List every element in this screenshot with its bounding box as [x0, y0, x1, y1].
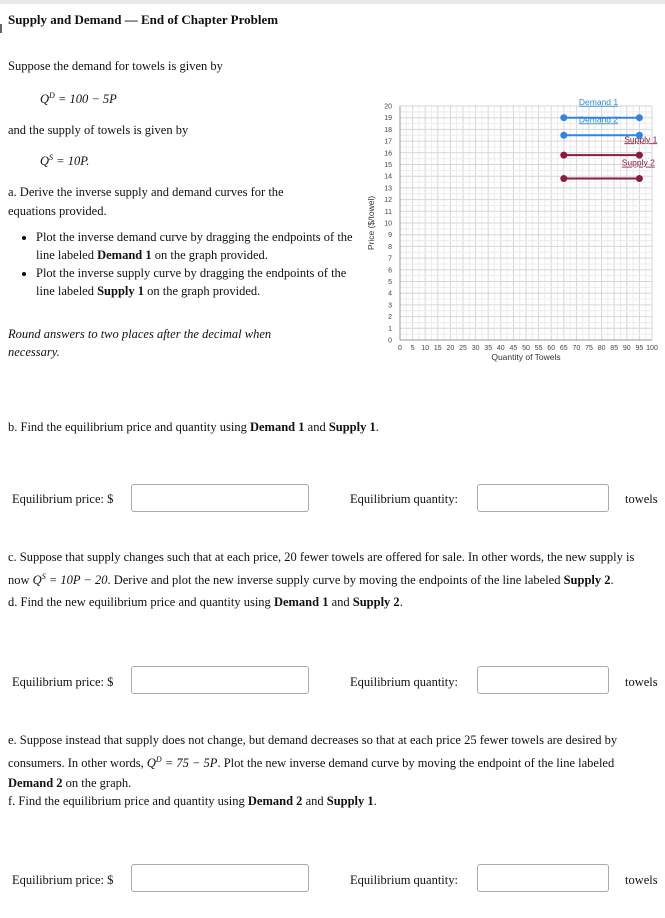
price-label-f: Equilibrium price: $	[12, 873, 114, 887]
x-tick-label: 0	[398, 345, 402, 352]
supply-2-endpoint-right[interactable]	[636, 175, 643, 182]
y-tick-label: 15	[384, 162, 392, 169]
equilibrium-quantity-input-d[interactable]	[477, 666, 609, 694]
y-tick-label: 16	[384, 150, 392, 158]
x-tick-label: 10	[421, 345, 430, 352]
x-tick-label: 75	[585, 345, 593, 352]
y-tick-label: 1	[388, 325, 392, 333]
x-tick-label: 15	[433, 345, 442, 352]
y-tick-label: 17	[384, 138, 392, 146]
y-tick-label: 0	[388, 337, 392, 345]
supply-1-endpoint-left[interactable]	[560, 152, 567, 159]
x-axis-label: Quantity of Towels	[491, 352, 561, 362]
x-tick-label: 95	[635, 345, 644, 352]
y-tick-label: 3	[388, 302, 392, 310]
x-tick-label: 85	[610, 345, 619, 352]
x-tick-label: 45	[509, 345, 518, 352]
demand-equation: $Q^D = 100 - 5P$	[40, 91, 117, 107]
part-a-instructions	[18, 228, 366, 300]
x-tick-label: 35	[484, 345, 493, 352]
y-tick-label: 5	[388, 279, 392, 286]
y-tick-label: 7	[388, 255, 392, 263]
unit-label-b: towels	[625, 492, 658, 506]
supply-2-label: Supply 2	[621, 157, 655, 168]
unit-label-f: towels	[625, 873, 658, 887]
y-axis-label: Price ($/towel)	[366, 195, 376, 251]
supply-equation: $Q^S = 10P$.	[40, 153, 90, 169]
y-tick-label: 13	[384, 185, 392, 193]
part-c-text: c. Suppose that supply changes such that at each price, 20 fewer towels are offered for sale. In other words, the new supply is now $Q^S = 10P - 20$. Derive and plot the new inverse supply curve by moving the endpoints of the line labeled Supply 2.	[8, 550, 635, 588]
demand-2-endpoint-left[interactable]	[560, 132, 567, 139]
supply-1-label: Supply 1	[624, 134, 658, 145]
equilibrium-quantity-input-b[interactable]	[477, 484, 609, 512]
page-title: Supply and Demand — End of Chapter Problem	[8, 12, 279, 27]
y-tick-label: 14	[384, 173, 392, 181]
y-tick-label: 10	[384, 220, 392, 228]
supply-2-endpoint-left[interactable]	[560, 175, 567, 182]
y-tick-label: 9	[388, 232, 392, 240]
quantity-label-d: Equilibrium quantity:	[350, 675, 458, 689]
rounding-note: Round answers to two places after the decimal when necessary.	[8, 327, 272, 359]
part-a-text: a. Derive the inverse supply and demand curves for the equations provided.	[8, 185, 284, 218]
x-tick-label: 70	[572, 345, 581, 352]
x-tick-label: 60	[547, 345, 556, 352]
x-tick-label: 90	[622, 345, 631, 352]
part-b-text: b. Find the equilibrium price and quantity using Demand 1 and Supply 1.	[8, 420, 379, 434]
supply-intro-text: and the supply of towels is given by	[8, 123, 189, 137]
bullet-supply1: • Plot the inverse supply curve by dragging the endpoints of the line labeled Supply 1 on the graph provided.	[36, 264, 366, 300]
y-tick-label: 4	[388, 290, 392, 298]
equilibrium-quantity-input-f[interactable]	[477, 864, 609, 892]
price-label-b: Equilibrium price: $	[12, 492, 114, 506]
quantity-label-f: Equilibrium quantity:	[350, 873, 458, 887]
price-label-d: Equilibrium price: $	[12, 675, 114, 689]
x-tick-label: 50	[522, 345, 530, 352]
part-d-text: d. Find the new equilibrium price and quantity using Demand 1 and Supply 2.	[8, 595, 403, 609]
y-tick-label: 11	[384, 208, 392, 216]
top-bar	[0, 0, 665, 4]
part-e-text: e. Suppose instead that supply does not change, but demand decreases so that at each price 25 fewer towels are desired by consumers. In other words, $Q^D = 75 - 5P$. Plot the new inverse demand curve by moving the endpoint of the line labeled Demand 2 on the graph.	[8, 733, 618, 791]
x-tick-label: 30	[471, 345, 480, 352]
y-tick-label: 2	[388, 314, 392, 322]
y-tick-label: 19	[384, 115, 392, 123]
x-tick-label: 80	[597, 345, 606, 352]
demand-1-endpoint-right[interactable]	[636, 114, 643, 121]
y-tick-label: 6	[388, 267, 392, 275]
quantity-label-b: Equilibrium quantity:	[350, 492, 458, 506]
x-tick-label: 100	[646, 345, 658, 352]
supply-demand-graph[interactable]	[360, 88, 665, 370]
unit-label-d: towels	[625, 675, 658, 689]
bullet-demand1: • Plot the inverse demand curve by dragging the endpoints of the line labeled Demand 1 on the graph provided.	[36, 228, 366, 264]
demand-1-label: Demand 1	[578, 96, 619, 107]
demand-2-label: Demand 2	[578, 114, 619, 125]
demand-intro-text: Suppose the demand for towels is given by	[8, 59, 223, 73]
x-tick-label: 20	[446, 345, 455, 352]
y-tick-label: 20	[384, 103, 392, 111]
x-tick-label: 65	[559, 345, 568, 352]
y-tick-label: 12	[384, 197, 392, 205]
equilibrium-price-input-d[interactable]	[131, 666, 309, 694]
x-tick-label: 5	[410, 345, 415, 352]
y-tick-label: 8	[388, 243, 392, 251]
left-marker	[0, 24, 2, 33]
x-tick-label: 40	[496, 345, 505, 352]
equilibrium-price-input-b[interactable]	[131, 484, 309, 512]
equilibrium-price-input-f[interactable]	[131, 864, 309, 892]
x-tick-label: 55	[534, 345, 543, 352]
x-tick-label: 25	[459, 345, 467, 352]
y-tick-label: 18	[384, 126, 392, 134]
demand-1-endpoint-left[interactable]	[560, 114, 567, 121]
part-f-text: f. Find the equilibrium price and quantity using Demand 2 and Supply 1.	[8, 794, 377, 808]
